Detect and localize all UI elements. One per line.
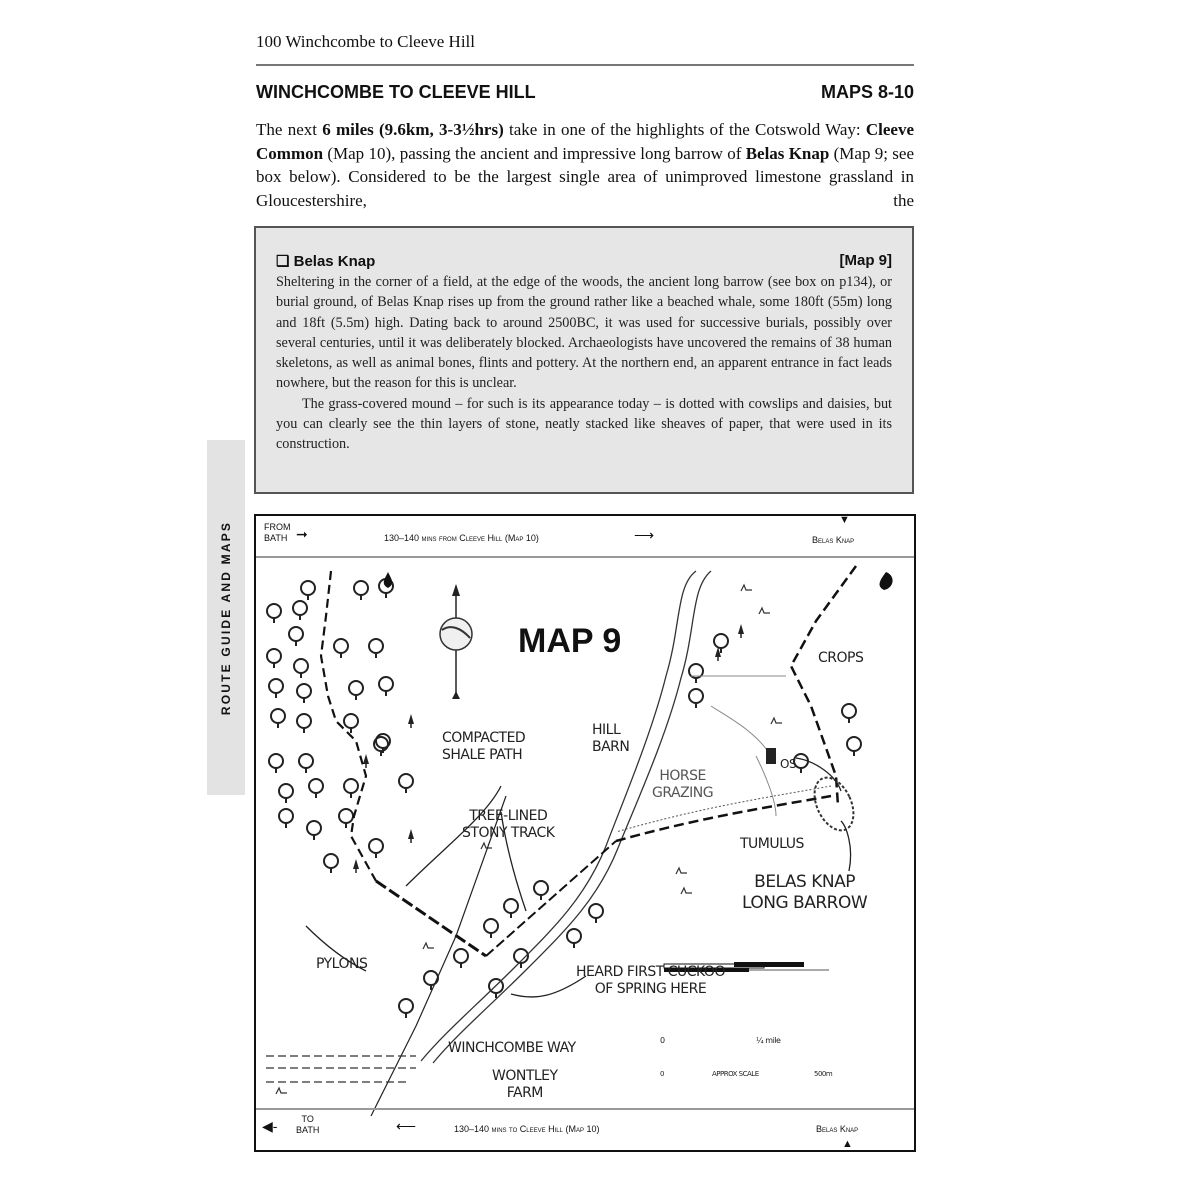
section-maps-ref: MAPS 8-10 — [820, 82, 914, 102]
map-drawing — [256, 516, 914, 1150]
label-heard-first-cuckoo — [576, 964, 725, 998]
box-header — [276, 252, 892, 270]
from-line1: FROM — [264, 522, 291, 532]
label-winchcombe-way: WINCHCOMBE WAY — [448, 1040, 576, 1056]
box-map-ref: [Map 9] — [839, 252, 892, 269]
label-tree-lined-stony-track — [462, 808, 554, 842]
intro-text: (Map 9; see box below). Considered to be the largest single area of unimproved limestone grassland in Gloucestershire, the — [256, 143, 914, 210]
intro-distance: 6 miles (9.6km, 3-3½hrs) — [322, 120, 504, 139]
label-tumulus: TUMULUS — [740, 836, 804, 852]
box-paragraph-1: Sheltering in the corner of a field, at the edge of the woods, the ancient long barrow (see box on p134), or burial ground, of Belas Knap rises up from the ground rather like a beached whale, some 180ft (55m) long and 18ft (5.5m) high. Dating back to around 2500BC, it was used for successive burials, possibly over several centuries, until it was deliberately blocked. Archaeologists have uncovered the remains of 38 human skeletons, as well as animal bones, flints and pottery. At the northern end, an apparent entrance in fact leads nowhere, but the reason for this is unclear. — [276, 274, 892, 392]
box-paragraph-2: The grass-covered mound – for such is its appearance today – is dotted with cowslips and daisies, but you can clearly see the thin layers of stone, neatly stacked like sheaves of paper, that were used in its construction. — [276, 395, 892, 453]
label-horse-grazing — [652, 768, 713, 802]
intro-belas-knap: Belas Knap — [745, 143, 830, 163]
scale-caption: APPROX SCALE — [712, 1070, 759, 1078]
label-line: STONY TRACK — [462, 825, 555, 841]
bottom-timing: 130–140 mins to Cleeve Hill (Map 10) — [454, 1124, 600, 1134]
intro-text: The next — [256, 120, 323, 139]
top-timing: 130–140 mins from Cleeve Hill (Map 10) — [384, 533, 539, 543]
label-hill-barn — [592, 722, 629, 756]
intro-text: (Map 10), passing the ancient and impressive long barrow of — [323, 143, 746, 163]
label-line: OF SPRING HERE — [594, 981, 707, 997]
water-drop-icon — [384, 572, 893, 590]
trig-point-icon — [766, 748, 776, 764]
header-rule — [256, 64, 914, 66]
to-line2: BATH — [296, 1125, 320, 1135]
label-pylons: PYLONS — [316, 956, 368, 972]
label-line: HEARD FIRST CUCKOO — [576, 964, 725, 980]
side-tab-label: ROUTE GUIDE AND MAPS — [219, 520, 233, 715]
scale-bottom-zero: 0 — [660, 1070, 664, 1078]
side-tab — [207, 440, 245, 795]
label-wontley-farm — [492, 1068, 558, 1102]
intro-cleeve-common: Cleeve Common — [256, 120, 914, 163]
label-line: LONG BARROW — [742, 893, 868, 913]
to-line1: TO — [301, 1114, 314, 1124]
label-line: SHALE PATH — [442, 747, 523, 763]
arrow-right-icon: ⟶ — [634, 527, 655, 543]
compass-icon — [440, 584, 472, 699]
label-line: FARM — [506, 1085, 543, 1101]
waypoint-marker-icon: ▲ — [842, 1138, 853, 1150]
scale-500m: 500m — [814, 1070, 833, 1078]
label-line: HILL — [592, 722, 621, 738]
waypoint-marker-icon: ▼ — [839, 514, 850, 526]
to-bath-label — [296, 1114, 319, 1136]
running-head: 100 Winchcombe to Cleeve Hill — [256, 32, 476, 51]
intro-text: take in one of the highlights of the Cotswold Way: — [503, 120, 866, 139]
bottom-waypoint: Belas Knap — [816, 1124, 859, 1134]
intro-paragraph — [256, 118, 914, 212]
arrow-left-icon: ◀‑ — [262, 1118, 278, 1134]
scale-quarter-mile: ¼ mile — [756, 1036, 781, 1045]
belas-knap-box — [254, 226, 914, 494]
label-line: BELAS KNAP — [754, 872, 855, 892]
top-waypoint: Belas Knap — [812, 535, 855, 545]
label-line: COMPACTED — [442, 730, 526, 746]
map-title: MAP 9 — [518, 622, 622, 660]
section-title: WINCHCOMBE TO CLEEVE HILL — [256, 82, 536, 102]
label-line: GRAZING — [652, 785, 714, 801]
arrow-left-icon: ⟵ — [396, 1118, 417, 1134]
label-crops: CROPS — [818, 650, 864, 666]
scale-top-zero: 0 — [660, 1036, 665, 1045]
label-line: TREE-LINED — [469, 808, 548, 824]
label-line: HORSE — [659, 768, 706, 784]
map-9 — [254, 514, 916, 1152]
map-bottom-bar — [256, 1108, 914, 1150]
box-title: ❏ Belas Knap — [276, 253, 376, 270]
label-line: WONTLEY — [492, 1068, 558, 1084]
arrow-right-icon: ➞ — [296, 526, 308, 542]
box-body — [276, 272, 892, 455]
label-os: OS — [780, 757, 797, 771]
label-compacted-shale-path — [442, 730, 525, 764]
label-belas-knap-long-barrow — [742, 872, 867, 914]
label-line: BARN — [592, 739, 630, 755]
from-line2: BATH — [264, 533, 288, 543]
